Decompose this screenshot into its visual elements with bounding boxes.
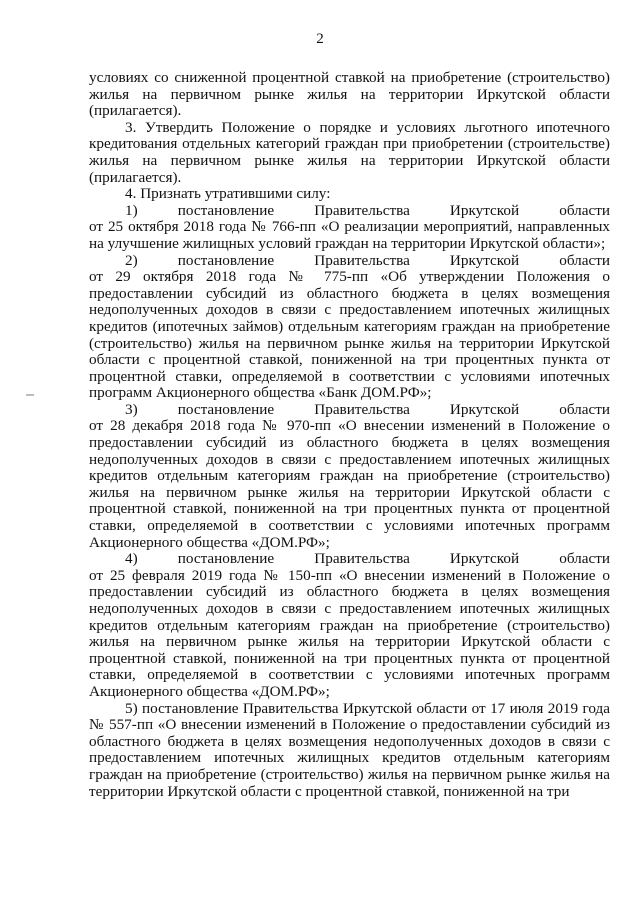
list-item-4-lead: 4) постановление Правительства Иркутской области <box>125 550 610 568</box>
list-item-2-text: от 29 октября 2018 года № 775-пп «Об утверждении Положения о предоставлении субсидий из областного бюджета в целях возмещения недополученных доходов в связи с предоставлением ипотечных жилищных кредитов (ипотечных займов) отдельным категориям граждан на приобретение (строительство) жилья на первичном рынке жилья на территории Иркутской области с процентной ставкой, пониженной на три процентных пункта от процентной ставки, определяемой в соответствии с условиями ипотечных программ Акционерного общества «Банк ДОМ.РФ»; <box>89 268 610 402</box>
paragraph-1: условиях со сниженной процентной ставкой на приобретение (строительство) жилья на первичном рынке жилья на территории Иркутской области (прилагается). <box>89 69 610 120</box>
paragraph-3: 4. Признать утратившими силу: <box>125 185 331 203</box>
page-number: 2 <box>316 31 324 47</box>
list-item-3-text: от 28 декабря 2018 года № 970-пп «О внесении изменений в Положение о предоставлении субсидий из областного бюджета в целях возмещения недополученных доходов в связи с предоставлением ипотечных жилищных кредитов отдельным категориям граждан на приобретение (строительство) жилья на первичном рынке жилья на территории Иркутской области с процентной ставкой, пониженной на три процентных пункта от процентной ставки, определяемой в соответствии с условиями ипотечных программ Акционерного общества «ДОМ.РФ»; <box>89 417 610 551</box>
list-item-1-lead: 1) постановление Правительства Иркутской области <box>125 201 610 219</box>
list-item-1-text: от 25 октября 2018 года № 766-пп «О реализации мероприятий, направленных на улучшение жилищных условий граждан на территории Иркутской области»; <box>89 218 610 252</box>
paragraph-2: 3. Утвердить Положение о порядке и условиях льготного ипотечного кредитования отдельных категорий граждан при приобретении (строительстве) жилья на первичном рынке жилья на территории Иркутской области (прилагается). <box>89 118 610 186</box>
list-item-3-lead: 3) постановление Правительства Иркутской области <box>125 400 610 418</box>
list-item-2-lead: 2) постановление Правительства Иркутской области <box>125 251 610 269</box>
list-item-5-text: 5) постановление Правительства Иркутской области от 17 июля 2019 года № 557-пп «О внесении изменений в Положение о предоставлении субсидий из областного бюджета в целях возмещения недополученных доходов в связи с предоставлением ипотечных жилищных кредитов отдельным категориям граждан на приобретение (строительство) жилья на первичном рынке жилья на территории Иркутской области с процентной ставкой, пониженной на три <box>89 699 610 800</box>
list-item-4-text: от 25 февраля 2019 года № 150-пп «О внесении изменений в Положение о предоставлении субсидий из областного бюджета в целях возмещения недополученных доходов в связи с предоставлением ипотечных жилищных кредитов отдельным категориям граждан на приобретение (строительство) жилья на первичном рынке жилья на территории Иркутской области с процентной ставкой, пониженной на три процентных пункта от процентной ставки, определяемой в соответствии с условиями ипотечных программ Акционерного общества «ДОМ.РФ»; <box>89 566 610 700</box>
document-body <box>89 70 610 800</box>
margin-mark <box>26 394 34 396</box>
